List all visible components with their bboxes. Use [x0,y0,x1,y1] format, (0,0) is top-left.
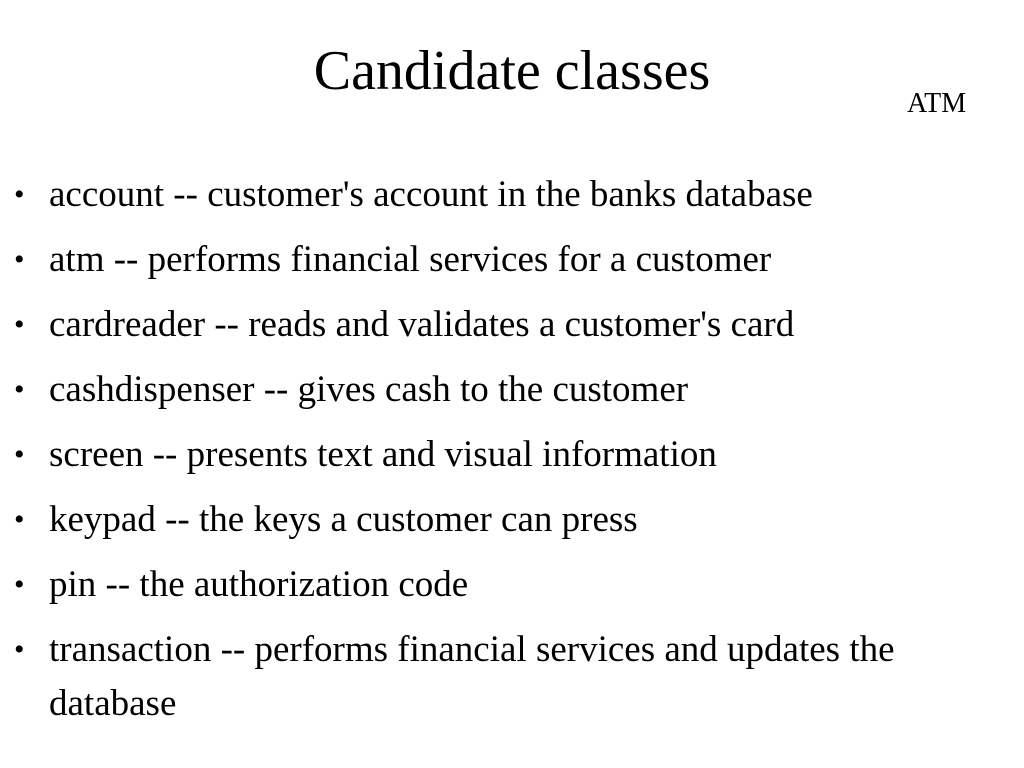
bullet-item-account [0,168,1010,222]
bullet-text: screen -- presents text and visual information [49,434,717,475]
bullet-item-transaction [0,623,1010,731]
bullet-icon: • [14,633,25,666]
bullet-text: cardreader -- reads and validates a customer's card [49,304,795,345]
bullet-text: keypad -- the keys a customer can press [49,499,638,540]
bullet-text: transaction -- performs financial services and updates the database [49,629,895,724]
bullet-icon: • [14,438,25,471]
bullet-icon: • [14,308,25,341]
bullet-icon: • [14,568,25,601]
bullet-icon: • [14,373,25,406]
bullet-icon: • [14,178,25,211]
bullet-icon: • [14,503,25,536]
bullet-text: account -- customer's account in the banks database [49,174,813,215]
bullet-item-pin [0,558,1010,612]
bullet-icon: • [14,243,25,276]
bullet-item-cashdispenser [0,363,1010,417]
bullet-text: atm -- performs financial services for a customer [49,239,772,280]
corner-label: ATM [907,88,967,119]
slide-title: Candidate classes [313,40,711,102]
bullet-item-screen [0,428,1010,482]
bullet-list [0,168,1010,742]
bullet-text: pin -- the authorization code [49,564,469,605]
bullet-item-keypad [0,493,1010,547]
bullet-text: cashdispenser -- gives cash to the customer [49,369,689,410]
bullet-item-atm [0,233,1010,287]
bullet-item-cardreader [0,298,1010,352]
